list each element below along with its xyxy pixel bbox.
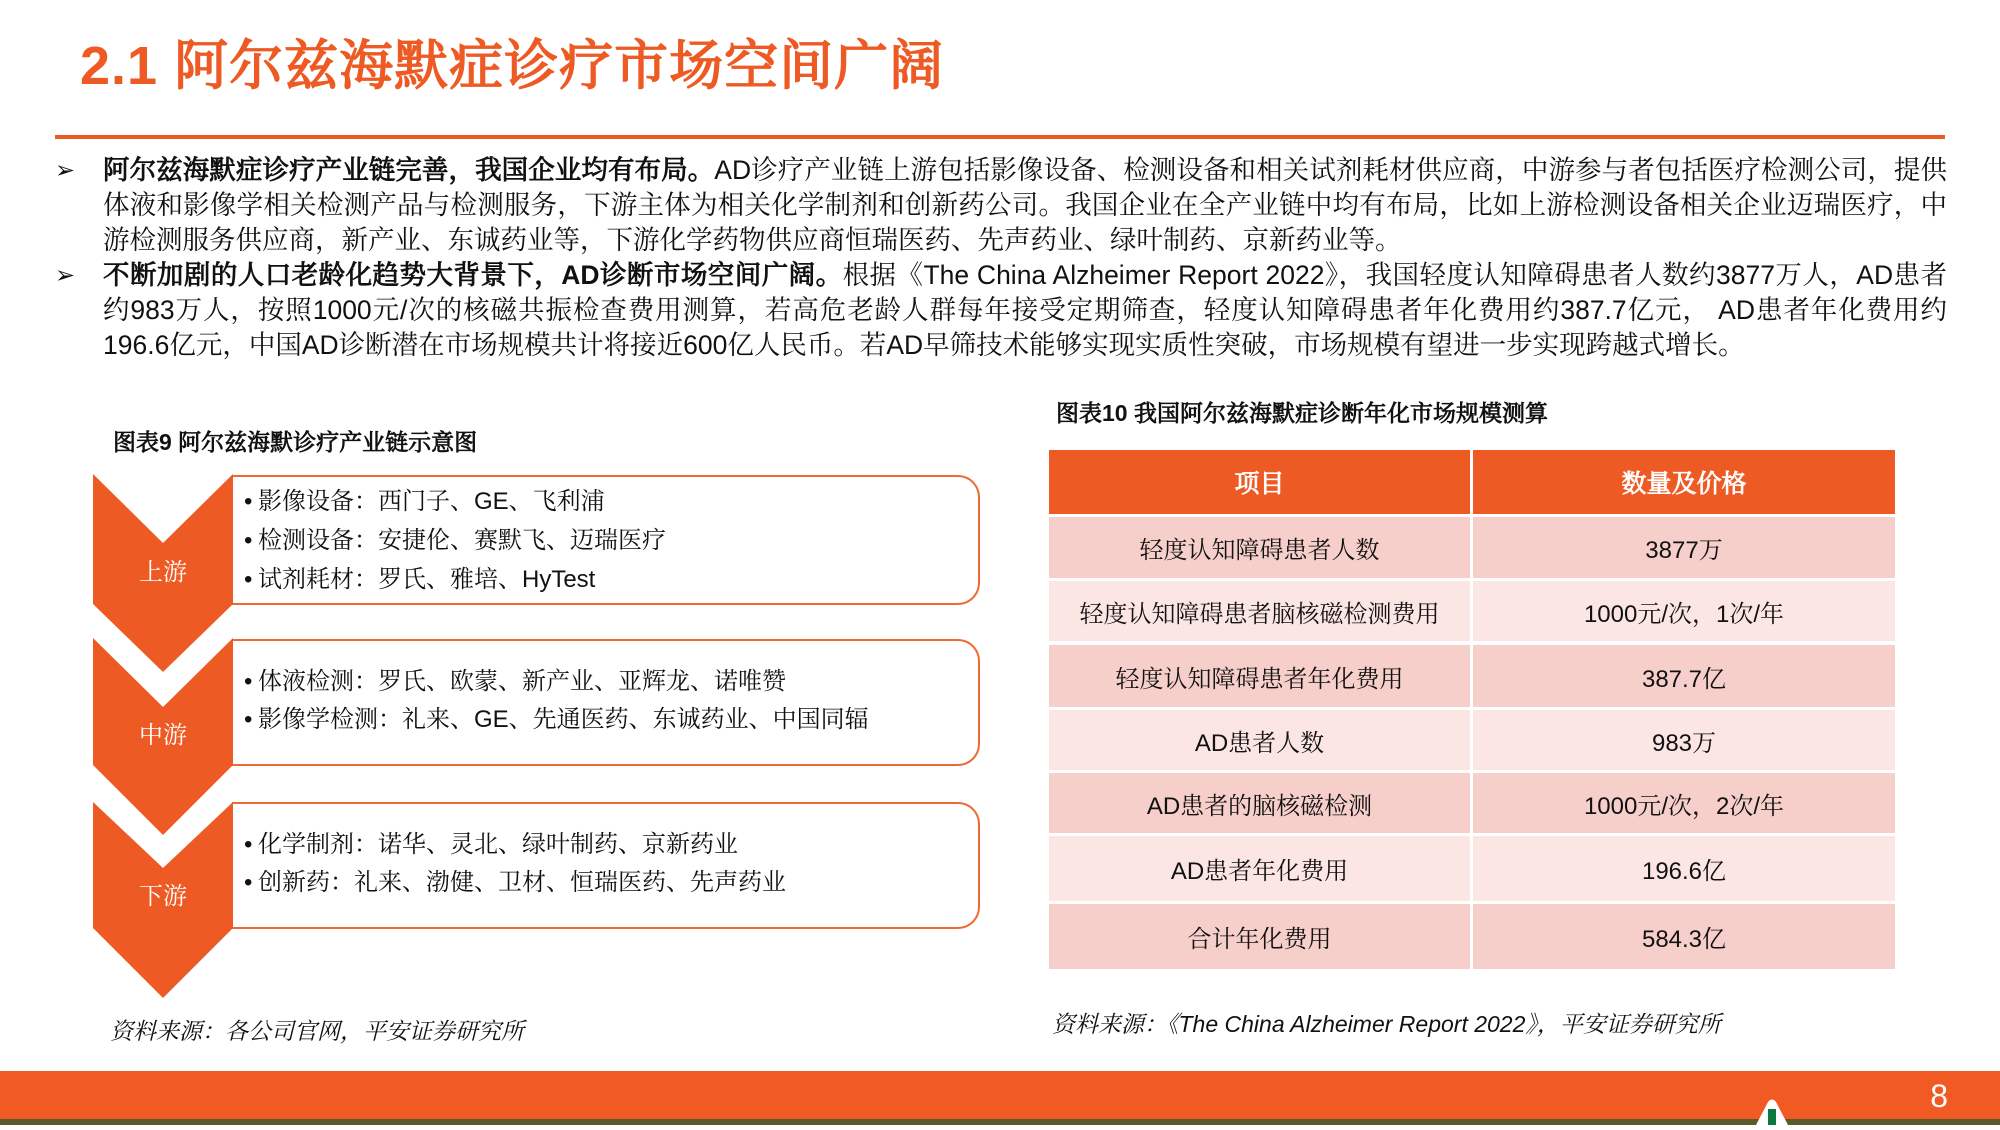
stage-label-upstream: 上游: [139, 559, 187, 586]
figure9-title: 图表9 阿尔兹海默诊疗产业链示意图: [113, 429, 478, 455]
bullet-list: [55, 153, 1947, 363]
figure10-title: 图表10 我国阿尔兹海默症诊断年化市场规模测算: [1056, 400, 1548, 426]
table-header-cell: 项目: [1049, 450, 1470, 514]
chain-box-midstream: [232, 639, 980, 766]
table-row: [1049, 645, 1895, 707]
chain-item: • 影像学检测：礼来、GE、先通医药、东诚药业、中国同辐: [244, 706, 869, 733]
arrow-bullet-icon: ➢: [55, 262, 76, 289]
table-header-cell: 数量及价格: [1473, 450, 1895, 514]
chain-box-upstream: [232, 475, 980, 605]
chain-item: • 试剂耗材：罗氏、雅培、HyTest: [244, 566, 596, 593]
table-cell-item: AD患者年化费用: [1049, 836, 1470, 901]
table-cell-item: 轻度认知障碍患者年化费用: [1049, 645, 1470, 707]
table-row: [1049, 773, 1895, 833]
title-divider: [55, 135, 1945, 139]
table-row: [1049, 836, 1895, 901]
table-cell-value: 584.3亿: [1473, 904, 1895, 969]
table-row: [1049, 581, 1895, 641]
table-cell-item: 轻度认知障碍患者人数: [1049, 517, 1470, 578]
table-cell-value: 387.7亿: [1473, 645, 1895, 707]
chevron-downstream: [93, 802, 233, 998]
stage-label-midstream: 中游: [139, 722, 187, 749]
company-logo-icon: [1752, 1098, 1792, 1125]
stage-label-downstream: 下游: [139, 883, 187, 910]
chain-item: • 检测设备：安捷伦、赛默飞、迈瑞医疗: [244, 527, 666, 554]
chain-item: • 影像设备：西门子、GE、飞利浦: [244, 488, 605, 515]
footer-strip: [0, 1119, 2000, 1125]
bullet-heading: 不断加剧的人口老龄化趋势大背景下，AD诊断市场空间广阔。: [103, 260, 843, 290]
chain-item: • 创新药：礼来、渤健、卫材、恒瑞医药、先声药业: [244, 869, 786, 896]
bullet-text: AD诊疗产业链上游包括影像设备、检测设备和相关试剂耗材供应商，中游参与者包括医疗检测公司，提供体液和影像学相关检测产品与检测服务，下游主体为相关化学制剂和创新药公司。我国企业在全产业链中均有布局，比如上游检测设备相关企业迈瑞医疗，中游检测服务供应商，新产业、东诚药业等，下游化学药物供应商恒瑞医药、先声药业、绿叶制药、京新药业等。: [103, 155, 1948, 255]
table-cell-value: 983万: [1473, 710, 1895, 770]
figure9-source: 资料来源：各公司官网，平安证券研究所: [110, 1018, 524, 1044]
table-cell-value: 3877万: [1473, 517, 1895, 578]
chain-item: • 体液检测：罗氏、欧蒙、新产业、亚辉龙、诺唯赞: [244, 668, 786, 695]
page-number: 8: [1930, 1078, 1948, 1114]
table-cell-value: 196.6亿: [1473, 836, 1895, 901]
footer-bar: [0, 1071, 2000, 1121]
table-cell-item: AD患者的脑核磁检测: [1049, 773, 1470, 833]
arrow-bullet-icon: ➢: [55, 157, 76, 184]
table-cell-item: AD患者人数: [1049, 710, 1470, 770]
table-header-row: [1049, 450, 1895, 514]
bullet-text: 根据《The China Alzheimer Report 2022》，我国轻度认知障碍患者人数约3877万人，AD患者约983万人，按照1000元/次的核磁共振检查费用测算，若高危老龄人群每年接受定期筛查，轻度认知障碍患者年化费用约387.7亿元， AD患者年化费用约196.6亿元，中国AD诊断潜在市场规模共计将接近600亿人民币。若AD早筛技术能够实现实质性突破，市场规模有望进一步实现跨越式增长。: [103, 260, 1947, 360]
bullet-item: [55, 258, 1947, 363]
bullet-item: [55, 153, 1947, 258]
chain-box-downstream: [232, 802, 980, 929]
figure10-source: 资料来源：《The China Alzheimer Report 2022》，平安证券研究所: [1052, 1011, 1721, 1037]
page-title: 2.1 阿尔兹海默症诊疗市场空间广阔: [80, 36, 945, 96]
bullet-heading: 阿尔兹海默症诊疗产业链完善，我国企业均有布局。: [103, 155, 715, 185]
table-cell-item: 合计年化费用: [1049, 904, 1470, 969]
table-row: [1049, 517, 1895, 578]
chain-item: • 化学制剂：诺华、灵北、绿叶制药、京新药业: [244, 831, 738, 858]
table-row: [1049, 710, 1895, 770]
table-cell-item: 轻度认知障碍患者脑核磁检测费用: [1049, 581, 1470, 641]
table-row-total: [1049, 904, 1895, 969]
table-cell-value: 1000元/次，2次/年: [1473, 773, 1895, 833]
table-cell-value: 1000元/次，1次/年: [1473, 581, 1895, 641]
